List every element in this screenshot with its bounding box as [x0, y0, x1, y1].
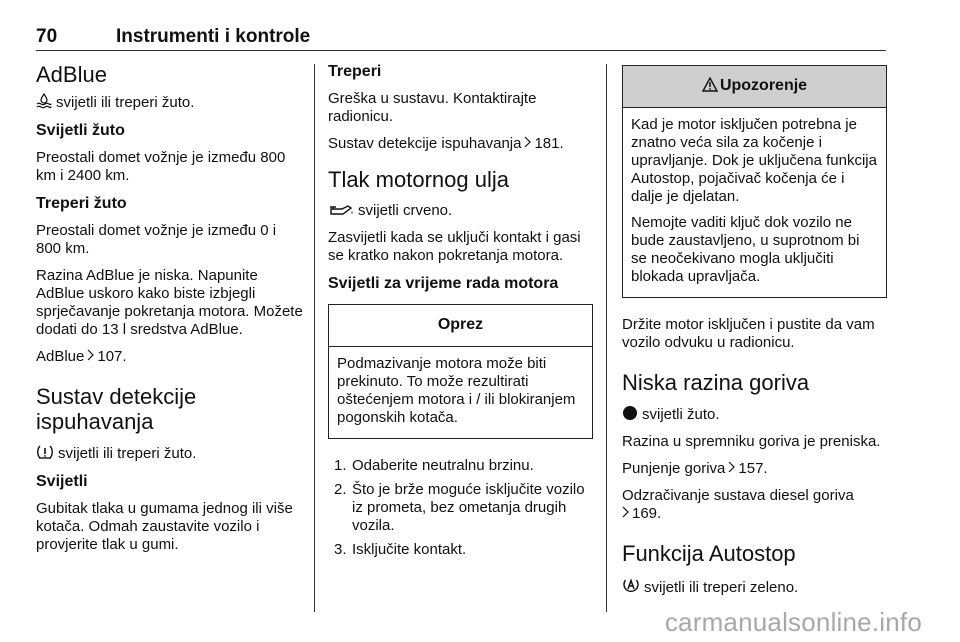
oil-intro-text: svijetli crveno. [358, 202, 453, 219]
page-ref-arrow-icon [622, 506, 629, 518]
adblue-intro [36, 93, 304, 112]
fuel-heading: Niska razina goriva [622, 370, 810, 395]
warning-p2: Nemojte vaditi ključ dok vozilo ne bude zaustavljeno, u suprotnom bi se neočekivano mogla uključiti blokada upravljača. [631, 214, 860, 285]
page-title: Instrumenti i kontrole [116, 26, 311, 47]
step-number: 1. [334, 457, 347, 474]
tire-pressure-icon [36, 444, 54, 460]
after-warning-text: Držite motor isključen i pustite da vam vozilo odvuku u radionicu. [622, 316, 875, 351]
watermark: carmanualsonline.info [664, 607, 922, 637]
header-divider [36, 50, 886, 51]
adblue-intro-text: svijetli ili treperi žuto. [56, 94, 195, 111]
oil-heading: Tlak motornog ulja [328, 167, 509, 192]
list-item [328, 541, 593, 559]
adblue-para3: Razina AdBlue je niska. Napunite AdBlue uskoro kako biste izbjegli sprječavanje pokretanja motora. Možete dodati do 13 l sredstva AdBlue. [36, 267, 303, 338]
step-text: Što je brže moguće isključite vozilo iz prometa, bez ometanja drugih vozila. [352, 481, 585, 534]
fuel-intro-text: svijetli žuto. [642, 406, 720, 423]
adblue-sub1: Svijetli žuto [36, 122, 125, 139]
autostop-intro-text: svijetli ili treperi zeleno. [644, 579, 799, 596]
treperi-ref [328, 135, 593, 153]
page-ref-arrow-icon [87, 349, 94, 361]
column-2 [328, 62, 593, 565]
adblue-ref-page[interactable]: 107. [97, 348, 127, 365]
list-item [328, 481, 593, 535]
fuel-ref1-text: Punjenje goriva [622, 460, 726, 477]
column-divider-1 [314, 64, 315, 612]
step-number: 3. [334, 541, 347, 558]
tpms-intro [36, 444, 304, 463]
warning-p1: Kad je motor isključen potrebna je znatno veća sila za kočenje i upravljanje. Dok je uključena funkcija Autostop, pojačivač kočenja će i dalje je djelatan. [631, 116, 877, 205]
treperi-text: Greška u sustavu. Kontaktirajte radionicu. [328, 90, 537, 125]
column-3 [622, 62, 887, 606]
adblue-sub1-text: Preostali domet vožnje je između 800 km i 2400 km. [36, 149, 286, 184]
caution-text: Podmazivanje motora može biti prekinuto. To može rezultirati oštećenjem motora i / ili blokiranjem pogonskih kotača. [337, 355, 576, 426]
oil-text: Zasvijetli kada se uključi kontakt i gasi se kratko nakon pokretanja motora. [328, 229, 581, 264]
tpms-heading: Sustav detekcije ispuhavanja [36, 384, 197, 434]
fuel-dot-icon [622, 405, 638, 421]
fuel-ref2-text: Odzračivanje sustava diesel goriva [622, 487, 854, 504]
warning-box [622, 65, 887, 298]
list-item [328, 457, 593, 475]
warning-header [623, 66, 886, 108]
oil-sub: Svijetli za vrijeme rada motora [328, 275, 559, 292]
autostop-intro [622, 576, 887, 597]
treperi-heading: Treperi [328, 63, 382, 80]
page-header [36, 26, 886, 48]
fuel-ref1-page[interactable]: 157. [738, 460, 768, 477]
fuel-intro [622, 405, 887, 424]
steps-list [328, 457, 593, 559]
adblue-ref [36, 348, 304, 366]
oil-intro [328, 202, 593, 220]
warning-triangle-icon [702, 77, 718, 92]
adblue-ref-text: AdBlue [36, 348, 85, 365]
treperi-ref-text: Sustav detekcije ispuhavanja [328, 135, 522, 152]
adblue-icon [36, 93, 52, 109]
adblue-sub2: Treperi žuto [36, 195, 127, 212]
autostop-icon [622, 576, 640, 594]
tpms-intro-text: svijetli ili treperi žuto. [58, 445, 197, 462]
warning-title: Upozorenje [719, 77, 808, 94]
adblue-heading: AdBlue [36, 62, 107, 87]
page-number: 70 [36, 26, 58, 47]
autostop-heading: Funkcija Autostop [622, 541, 796, 566]
step-text: Isključite kontakt. [352, 541, 467, 558]
fuel-ref2 [622, 487, 887, 523]
column-divider-2 [606, 64, 607, 612]
treperi-ref-page[interactable]: 181. [534, 135, 564, 152]
fuel-ref1 [622, 460, 887, 478]
fuel-ref2-page[interactable]: 169. [632, 505, 662, 522]
fuel-text: Razina u spremniku goriva je preniska. [622, 433, 881, 450]
tpms-sub-text: Gubitak tlaka u gumama jednog ili više kotača. Odmah zaustavite vozilo i provjerite tlak u gumi. [36, 500, 293, 553]
caution-title: Oprez [329, 305, 592, 347]
page-ref-arrow-icon [728, 461, 735, 473]
tpms-sub: Svijetli [36, 473, 88, 490]
oil-can-icon [328, 203, 354, 217]
page-ref-arrow-icon [524, 136, 531, 148]
column-1 [36, 62, 304, 563]
step-text: Odaberite neutralnu brzinu. [352, 457, 534, 474]
step-number: 2. [334, 481, 347, 498]
caution-box [328, 304, 593, 439]
adblue-sub2-text: Preostali domet vožnje je između 0 i 800 km. [36, 222, 277, 257]
